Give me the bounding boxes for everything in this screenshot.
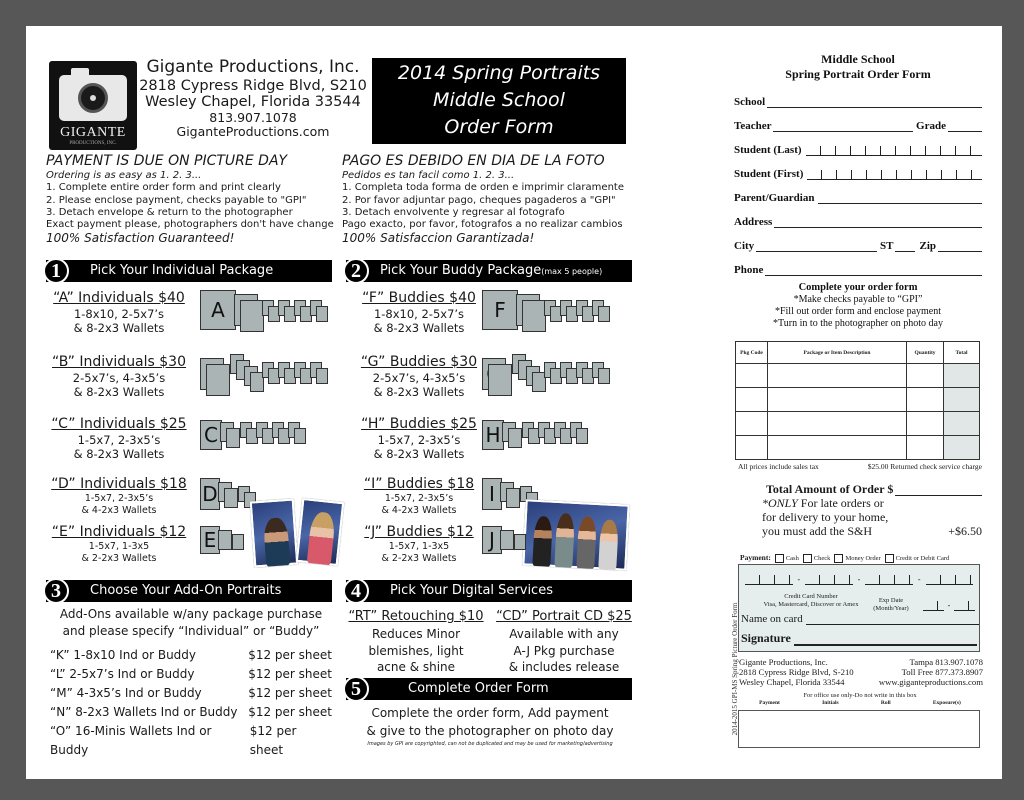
instruction-line-2: *Fill out order form and enclose payment: [774, 306, 942, 317]
package-title: “J” Buddies $12: [364, 524, 474, 540]
satisfaction-guarantee: 100% Satisfaction Guaranteed!: [46, 231, 235, 246]
zip-input[interactable]: [938, 241, 982, 252]
package-g-thumbnails: [482, 352, 612, 396]
package-h-thumbnails: [482, 418, 612, 462]
order-row: [736, 436, 980, 460]
total-cell: [944, 436, 980, 460]
tax-notes: [738, 462, 982, 471]
addon-o[interactable]: [50, 722, 332, 760]
form-side-label: 2014-2015 GPI-MS Spring Picture Order Form: [731, 602, 739, 736]
section-4-header: [346, 580, 632, 602]
camera-icon: [59, 75, 127, 121]
description-cell[interactable]: [768, 388, 907, 412]
late-line-3: you must add the S&H: [762, 524, 872, 538]
total-section: [762, 482, 982, 538]
package-letter-icon: A: [200, 290, 236, 330]
exp-format-label: (Month/Year): [873, 604, 909, 612]
portrait-cd-line-3: & includes release: [508, 660, 620, 674]
quantity-cell[interactable]: [907, 388, 944, 412]
grade-label: Grade: [916, 120, 946, 132]
title-line-1: 2014 Spring Portraits: [397, 62, 601, 84]
company-website[interactable]: GiganteProductions.com: [176, 124, 330, 140]
office-use-label: For office use only-Do not write in this box: [803, 692, 917, 699]
title-line-2: Middle School: [433, 89, 565, 111]
package-title: “B” Individuals $30: [51, 354, 186, 370]
card-number-input[interactable]: - - -: [745, 575, 973, 587]
order-row: [736, 412, 980, 436]
description-cell[interactable]: [768, 364, 907, 388]
phone-input[interactable]: [765, 265, 982, 276]
grade-input[interactable]: [948, 121, 982, 132]
package-letter-icon: C: [200, 420, 222, 450]
package-a-thumbnails: [200, 290, 330, 334]
package-letter-icon: I: [482, 478, 502, 510]
description-cell[interactable]: [768, 412, 907, 436]
parent-label: Parent/Guardian: [734, 192, 815, 204]
portrait-cd-title: “CD” Portrait CD $25: [496, 609, 632, 624]
header-total: Total: [944, 342, 980, 364]
footer-tampa-phone: Tampa 813.907.1078: [909, 657, 983, 667]
package-g[interactable]: [344, 354, 494, 399]
satisfaction-guarantee-es: 100% Satisfaccion Garantizada!: [342, 231, 535, 246]
total-cell: [944, 364, 980, 388]
package-line-2: & 8-2x3 Wallets: [73, 385, 165, 399]
package-letter-icon: J: [482, 526, 502, 554]
office-col-initials: Initials: [822, 699, 839, 706]
money-order-checkbox[interactable]: [834, 554, 843, 563]
title-line-3: Order Form: [444, 116, 554, 138]
payment-step-2-es: 2. Por favor adjuntar pago, cheques pagaderos a "GPI": [342, 194, 616, 206]
card-types-label: Visa, Mastercard, Discover or Amex: [763, 600, 859, 608]
package-line-1: 1-8x10, 2-5x7’s: [373, 307, 465, 321]
teacher-label: Teacher: [734, 120, 772, 132]
payment-step-3-es: 3. Detach envolvente y regresar al fotografo: [342, 206, 565, 218]
addon-m[interactable]: [50, 684, 332, 703]
city-state-zip-field[interactable]: [734, 238, 982, 252]
total-cell: [944, 412, 980, 436]
instructions-heading: Complete your order form: [798, 282, 918, 293]
teacher-input[interactable]: [773, 121, 913, 132]
school-input[interactable]: [767, 97, 982, 108]
city-label: City: [734, 240, 755, 252]
section-5-label: Complete Order Form: [408, 681, 549, 696]
header-pkg-code: Pkg Code: [736, 342, 768, 364]
addon-price: $12 per sheet: [248, 648, 332, 662]
package-title: “I” Buddies $18: [363, 476, 475, 492]
package-a[interactable]: [44, 290, 194, 335]
sample-photo-boy: [250, 499, 298, 568]
addon-description: “N” 8-2x3 Wallets Ind or Buddy: [50, 705, 238, 719]
logo-subtext: PRODUCTIONS, INC.: [69, 141, 117, 146]
package-line-1: 1-5x7, 1-3x5: [88, 541, 150, 552]
package-d[interactable]: [44, 476, 194, 517]
phone-field[interactable]: [734, 262, 982, 276]
footer-company: Gigante Productions, Inc.: [739, 657, 828, 667]
copyright-notice: Images by GPI are copyrighted, can not be duplicated and may be used for marketing/advertising: [367, 741, 613, 747]
addon-price: $12 per sheet: [249, 724, 297, 757]
package-line-2: & 8-2x3 Wallets: [373, 447, 465, 461]
address-field[interactable]: [734, 214, 982, 228]
package-c[interactable]: [44, 416, 194, 461]
form-title-1: Middle School: [821, 52, 895, 66]
addon-k[interactable]: [50, 646, 332, 665]
section-1-label: Pick Your Individual Package: [90, 263, 274, 278]
package-i[interactable]: [344, 476, 494, 517]
state-label: ST: [880, 240, 894, 252]
parent-input[interactable]: [818, 193, 982, 204]
office-col-exposures: Exposure(s): [932, 699, 961, 706]
addon-description: “L” 2-5x7’s Ind or Buddy: [50, 667, 195, 681]
card-number-label: Credit Card Number: [784, 593, 838, 600]
payment-instructions-spanish: [342, 152, 662, 246]
section-1-header: [46, 260, 332, 282]
section-3-header: [46, 580, 332, 602]
payment-step-1: 1. Complete entire order form and print clearly: [46, 182, 281, 194]
section-2-label: Pick Your Buddy Package: [380, 263, 542, 278]
late-line-1: For late orders or: [797, 496, 884, 510]
cash-label: Cash: [785, 555, 799, 562]
package-line-1: 2-5x7’s, 4-3x5’s: [372, 371, 466, 385]
payment-intro: Ordering is as easy as 1. 2. 3...: [46, 170, 202, 181]
package-j[interactable]: [344, 524, 494, 565]
addons-intro-2: and please specify “Individual” or “Buddy”: [62, 624, 320, 638]
digital-retouching[interactable]: [346, 608, 486, 676]
payment-step-1-es: 1. Completa toda forma de orden e imprimir claramente: [342, 182, 624, 194]
payment-heading-es: PAGO ES DEBIDO EN DIA DE LA FOTO: [342, 153, 605, 169]
payment-step-3: 3. Detach envelope & return to the photographer: [46, 206, 293, 218]
state-input[interactable]: [895, 241, 915, 252]
portrait-cd-line-1: Available with any: [509, 627, 619, 641]
late-line-2: for delivery to your home,: [762, 510, 889, 524]
total-amount-field[interactable]: [766, 482, 982, 496]
step-number-5-icon: 5: [343, 676, 369, 702]
package-title: “G” Buddies $30: [360, 354, 478, 370]
section-2-header: [346, 260, 632, 282]
package-line-2: & 2-2x3 Wallets: [381, 553, 457, 564]
addon-price: $12 per sheet: [248, 705, 332, 719]
payment-method-label: Payment:: [740, 553, 771, 562]
package-line-2: & 8-2x3 Wallets: [73, 321, 165, 335]
payment-step-2: 2. Please enclose payment, checks payable to "GPI": [46, 194, 307, 206]
gigante-logo: [49, 61, 137, 150]
package-letter-icon: D: [200, 478, 220, 510]
teacher-grade-field[interactable]: [734, 118, 982, 132]
student-last-input[interactable]: [806, 146, 982, 156]
package-b-thumbnails: [200, 352, 330, 396]
package-line-2: & 8-2x3 Wallets: [373, 321, 465, 335]
payment-method-row: [740, 553, 984, 563]
payment-exact-note: Exact payment please, photographers don't have change: [46, 219, 334, 231]
shipping-amount: +$6.50: [948, 524, 982, 538]
parent-field[interactable]: [734, 190, 982, 204]
late-only-emphasis: *ONLY: [762, 496, 798, 510]
city-input[interactable]: [756, 241, 877, 252]
quantity-cell[interactable]: [907, 436, 944, 460]
footer-address-1: 2818 Cypress Ridge Blvd, S-210: [739, 667, 854, 677]
section-2-note: (max 5 people): [541, 267, 603, 276]
instruction-line-3: *Turn in to the photographer on photo day: [773, 318, 943, 329]
exp-date-input[interactable]: -: [923, 601, 975, 611]
order-items-table: [735, 341, 980, 460]
package-title: “A” Individuals $40: [53, 290, 185, 306]
package-line-1: 1-5x7, 2-3x5’s: [384, 493, 454, 504]
form-footer: [739, 657, 983, 687]
package-f[interactable]: [344, 290, 494, 335]
complete-line-1: Complete the order form, Add payment: [371, 706, 609, 720]
office-col-roll: Roll: [880, 699, 891, 706]
package-line-2: & 8-2x3 Wallets: [73, 447, 165, 461]
package-line-2: & 2-2x3 Wallets: [81, 553, 157, 564]
step-number-2-icon: 2: [343, 258, 369, 284]
signature-field[interactable]: [741, 631, 977, 646]
addon-description: “O” 16-Minis Wallets Ind or Buddy: [50, 724, 212, 757]
step-number-1-icon: 1: [43, 258, 69, 284]
step-number-4-icon: 4: [343, 578, 369, 604]
header-quantity: Quantity: [907, 342, 944, 364]
package-j-thumbnails: [482, 526, 542, 570]
footer-website[interactable]: www.giganteproductions.com: [878, 677, 983, 687]
sales-tax-note: All prices include sales tax: [738, 462, 819, 471]
addon-n[interactable]: [50, 703, 332, 722]
company-phone: 813.907.1078: [209, 109, 297, 125]
retouching-title: “RT” Retouching $10: [348, 609, 484, 624]
address-input[interactable]: [774, 217, 982, 228]
office-col-payment: Payment: [759, 699, 780, 706]
payment-instructions-english: [46, 152, 356, 246]
check-checkbox[interactable]: [803, 554, 812, 563]
total-input[interactable]: [895, 484, 982, 496]
pkg-code-cell[interactable]: [736, 388, 768, 412]
order-envelope-form: [734, 52, 982, 330]
package-title: “C” Individuals $25: [51, 416, 187, 432]
signature-input[interactable]: [794, 634, 977, 646]
address-label: Address: [734, 216, 773, 228]
package-title: “F” Buddies $40: [362, 290, 476, 306]
section-3-label: Choose Your Add-On Portraits: [90, 583, 282, 598]
pkg-code-cell[interactable]: [736, 364, 768, 388]
addon-description: “M” 4-3x5’s Ind or Buddy: [50, 686, 202, 700]
cash-checkbox[interactable]: [775, 554, 784, 563]
payment-exact-note-es: Pago exacto, por favor, fotografos a no realizar cambios: [342, 219, 623, 231]
package-line-2: & 4-2x3 Wallets: [81, 505, 157, 516]
company-address-1: 2818 Cypress Ridge Blvd, S210: [139, 77, 367, 94]
package-line-2: & 4-2x3 Wallets: [381, 505, 457, 516]
card-label: Credit or Debit Card: [895, 555, 950, 562]
retouching-line-3: acne & shine: [376, 660, 456, 674]
logo-brand: GIGANTE: [60, 125, 126, 140]
student-first-input[interactable]: [807, 170, 982, 180]
footer-tollfree-phone: Toll Free 877.373.8907: [901, 667, 983, 677]
package-title: “H” Buddies $25: [361, 416, 477, 432]
description-cell[interactable]: [768, 436, 907, 460]
retouching-line-1: Reduces Minor: [371, 627, 461, 641]
addon-description: “K” 1-8x10 Ind or Buddy: [50, 648, 197, 662]
order-row: [736, 364, 980, 388]
step-number-3-icon: 3: [43, 578, 69, 604]
zip-label: Zip: [919, 240, 936, 252]
package-line-1: 1-5x7, 2-3x5’s: [377, 433, 461, 447]
package-line-1: 1-5x7, 2-3x5’s: [77, 433, 161, 447]
phone-label: Phone: [734, 264, 764, 276]
page-title: [372, 58, 626, 144]
aperture-icon: [78, 83, 108, 113]
name-on-card-input[interactable]: [806, 615, 979, 625]
complete-line-2: & give to the photographer on photo day: [366, 724, 614, 738]
student-first-field[interactable]: [734, 166, 982, 180]
package-b[interactable]: [44, 354, 194, 399]
exp-date-label: Exp Date: [878, 597, 904, 604]
portrait-cd-line-2: A-J Pkg purchase: [513, 643, 615, 658]
retouching-line-2: blemishes, light: [368, 643, 464, 658]
addon-price: $12 per sheet: [248, 686, 332, 700]
returned-check-note: $25.00 Returned check service charge: [867, 462, 982, 471]
package-letter-icon: F: [482, 290, 518, 330]
form-title-2: Spring Portrait Order Form: [785, 67, 931, 81]
addons-list: [50, 606, 332, 760]
order-form-page: [26, 26, 1002, 779]
package-title: “D” Individuals $18: [51, 476, 187, 492]
check-label: Check: [813, 555, 831, 562]
package-line-1: 2-5x7’s, 4-3x5’s: [72, 371, 166, 385]
package-letter-icon: H: [482, 420, 504, 450]
name-on-card-label: Name on card: [741, 613, 803, 625]
order-row: [736, 388, 980, 412]
header-description: Package or Item Description: [768, 342, 907, 364]
student-first-label: Student (First): [734, 168, 804, 180]
signature-label: Signature: [741, 631, 791, 645]
package-c-thumbnails: [200, 418, 330, 462]
form-instructions: [734, 282, 982, 330]
money-order-label: Money Order: [845, 555, 881, 562]
student-last-label: Student (Last): [734, 144, 802, 156]
package-h[interactable]: [344, 416, 494, 461]
complete-instructions: [342, 704, 638, 749]
package-line-1: 1-5x7, 1-3x5: [388, 541, 450, 552]
instruction-line-1: *Make checks payable to “GPI”: [793, 294, 923, 305]
school-field[interactable]: [734, 94, 982, 108]
package-title: “E” Individuals $12: [51, 524, 187, 540]
total-label: Total Amount of Order $: [766, 482, 894, 496]
student-last-field[interactable]: [734, 142, 982, 156]
addon-price: $12 per sheet: [248, 667, 332, 681]
school-label: School: [734, 96, 766, 108]
footer-address-2: Wesley Chapel, Florida 33544: [739, 677, 845, 687]
addon-l[interactable]: [50, 665, 332, 684]
company-info: [138, 58, 368, 140]
pkg-code-cell[interactable]: [736, 412, 768, 436]
company-name: Gigante Productions, Inc.: [146, 57, 360, 77]
credit-card-box: [738, 564, 980, 652]
name-on-card-field[interactable]: [741, 613, 979, 625]
section-4-label: Pick Your Digital Services: [390, 583, 553, 598]
office-use-box: [738, 710, 980, 748]
office-use-note: [738, 692, 982, 707]
company-address-2: Wesley Chapel, Florida 33544: [145, 94, 361, 111]
total-cell: [944, 388, 980, 412]
package-f-thumbnails: [482, 290, 612, 334]
quantity-cell[interactable]: [907, 412, 944, 436]
section-5-header: [346, 678, 632, 700]
card-checkbox[interactable]: [885, 554, 894, 563]
digital-portrait-cd[interactable]: [494, 608, 634, 676]
sample-photo-girl: [296, 498, 344, 566]
pkg-code-cell[interactable]: [736, 436, 768, 460]
addons-intro-1: Add-Ons available w/any package purchase: [59, 607, 323, 621]
package-e[interactable]: [44, 524, 194, 565]
package-letter-icon: E: [200, 526, 220, 554]
package-line-1: 1-5x7, 2-3x5’s: [84, 493, 154, 504]
payment-heading: PAYMENT IS DUE ON PICTURE DAY: [46, 153, 288, 169]
quantity-cell[interactable]: [907, 364, 944, 388]
payment-intro-es: Pedidos es tan facil como 1. 2. 3...: [342, 170, 515, 181]
package-line-1: 1-8x10, 2-5x7’s: [73, 307, 165, 321]
package-line-2: & 8-2x3 Wallets: [373, 385, 465, 399]
